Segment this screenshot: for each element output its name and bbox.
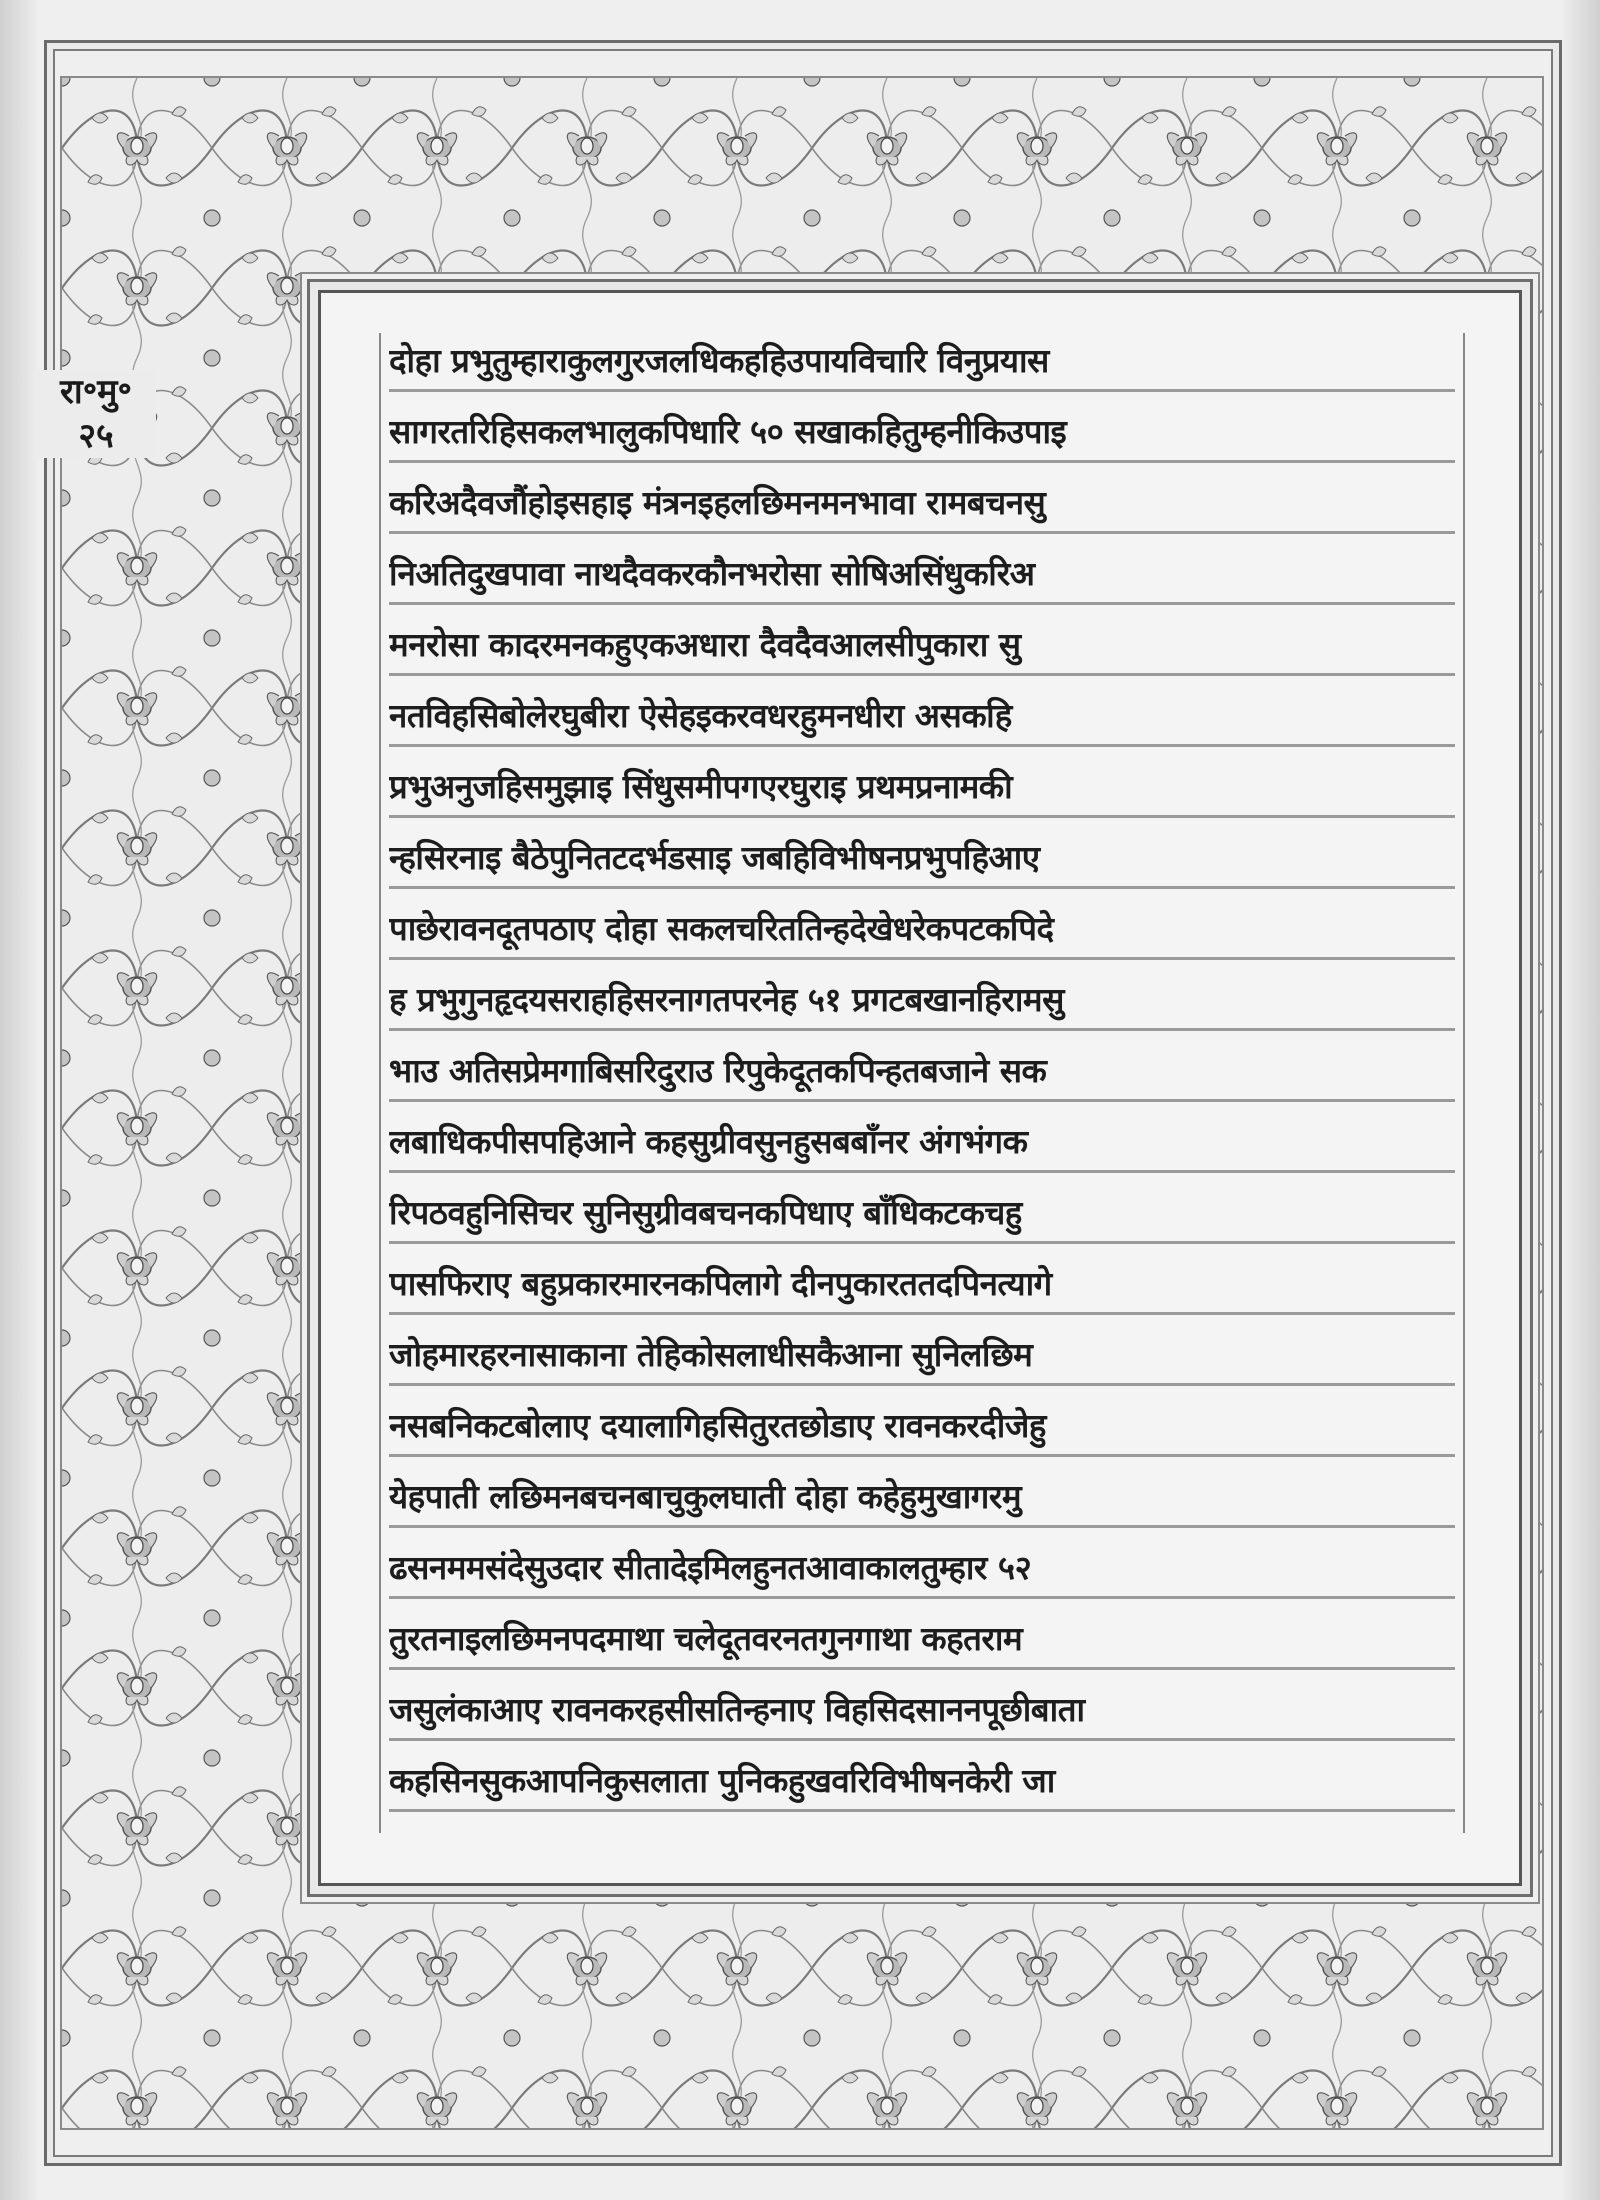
marginal-folio-note	[36, 370, 156, 458]
text-block	[379, 333, 1465, 1833]
text-line: लबाधिकपीसपहिआने कहसुग्रीवसुनहुसबबाँनर अंगभंगक	[389, 1114, 1455, 1173]
text-line: रिपठवहुनिसिचर सुनिसुग्रीवबचनकपिधाए बाँधिकटकचहु	[389, 1185, 1455, 1244]
text-line: नतविहसिबोलेरघुबीरा ऐसेहइकरवधरहुमनधीरा असकहि	[389, 688, 1455, 747]
text-line: कहसिनसुकआपनिकुसलाता पुनिकहुखवरिविभीषनकेरी जा	[389, 1753, 1455, 1812]
text-line: तुरतनाइलछिमनपदमाथा चलेदूतवरनतगुनगाथा कहतराम	[389, 1611, 1455, 1670]
text-line: नसबनिकटबोलाए दयालागिहसितुरतछोडाए रावनकरदीजेहु	[389, 1398, 1455, 1457]
marginal-note-line2: २५	[78, 416, 114, 456]
marginal-note-line1: रा॰मु॰	[59, 372, 132, 412]
text-line: पासफिराए बहुप्रकारमारनकपिलागे दीनपुकारततदपिनत्यागे	[389, 1256, 1455, 1315]
text-line: जोहमारहरनासाकाना तेहिकोसलाधीसकैआना सुनिलछिम	[389, 1327, 1455, 1386]
text-line: निअतिदुखपावा नाथदैवकरकौनभरोसा सोषिअसिंधुकरिअ	[389, 546, 1455, 605]
text-line: येहपाती लछिमनबचनबाचुकुलघाती दोहा कहेहुमुखागरमु	[389, 1469, 1455, 1528]
text-line: ढसनममसंदेसुउदार सीतादेइमिलहुनतआवाकालतुम्हार ५२	[389, 1540, 1455, 1599]
text-line: सागरतरिहिसकलभालुकपिधारि ५० सखाकहितुम्हनीकिउपाइ	[389, 404, 1455, 463]
text-line: न्हसिरनाइ बैठेपुनितटदर्भडसाइ जबहिविभीषनप्रभुपहिआए	[389, 830, 1455, 889]
text-line: भाउ अतिसप्रेमगाबिसरिदुराउ रिपुकेदूतकपिन्हतबजाने सक	[389, 1043, 1455, 1102]
text-panel	[318, 290, 1522, 1886]
text-line: जसुलंकाआए रावनकरहसीसतिन्हनाए विहसिदसाननपूछीबाता	[389, 1682, 1455, 1741]
text-line: ह प्रभुगुनहृदयसराहहिसरनागतपरनेह ५१ प्रगटबखानहिरामसु	[389, 972, 1455, 1031]
text-line: मनरोसा कादरमनकहुएकअधारा दैवदैवआलसीपुकारा सु	[389, 617, 1455, 676]
text-line: प्रभुअनुजहिसमुझाइ सिंधुसमीपगएरघुराइ प्रथमप्रनामकी	[389, 759, 1455, 818]
text-line: पाछेरावनदूतपठाए दोहा सकलचरिततिन्हदेखेधरेकपटकपिदे	[389, 901, 1455, 960]
text-line: करिअदैवजौंहोइसहाइ मंत्रनइहलछिमनमनभावा रामबचनसु	[389, 475, 1455, 534]
text-line: दोहा प्रभुतुम्हाराकुलगुरजलधिकहहिउपायविचारि विनुप्रयास	[389, 333, 1455, 392]
